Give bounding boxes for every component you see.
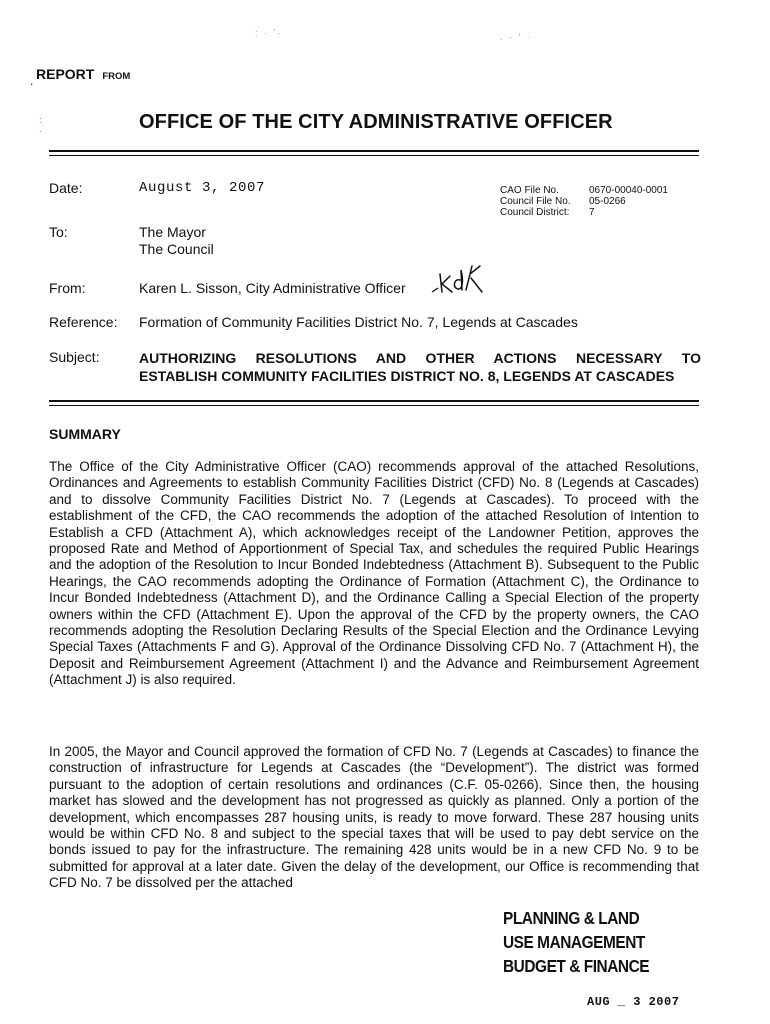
from-label: From: xyxy=(49,280,86,296)
file-info-value: 7 xyxy=(589,207,595,218)
received-stamp xyxy=(503,906,649,978)
reference-label: Reference: xyxy=(49,314,118,330)
scan-speck: : · ʼ· xyxy=(255,28,283,38)
meta-divider-thin xyxy=(49,405,699,406)
to-line-mayor: The Mayor xyxy=(139,224,206,240)
file-info-value: 05-0266 xyxy=(589,196,626,207)
date-value: August 3, 2007 xyxy=(139,180,266,196)
from-label-small: FROM xyxy=(102,71,131,82)
margin-mark: : . xyxy=(39,115,42,134)
file-info-row xyxy=(500,185,668,196)
file-info-label: Council File No. xyxy=(500,196,571,207)
file-info-label: CAO File No. xyxy=(500,185,559,196)
summary-heading: SUMMARY xyxy=(49,426,121,442)
report-label: REPORT xyxy=(36,66,95,82)
reference-value: Formation of Community Facilities District No. 7, Legends at Cascades xyxy=(139,314,578,330)
summary-paragraph: In 2005, the Mayor and Council approved the formation of CFD No. 7 (Legends at Cascades) to finance the construction of infrastructure for Legends at Cascades (the “Development”). The district was formed pursuant to the adoption of certain resolutions and ordinances (C.F. 05-0266). Since then, the housing market has slowed and the development has not progressed as quickly as planned. Only a portion of the development, which encompasses 287 housing units, is ready to move forward. These 287 housing units would be within CFD No. 8 and subject to the special taxes that will be used to pay debt service on the bonds issued to pay for the infrastructure. The remaining 428 units would be in a new CFD No. 9 to be submitted for approval at a later date. Given the delay of the development, our Office is recommending that CFD No. 7 be dissolved per the attached xyxy=(49,744,699,891)
office-title: OFFICE OF THE CITY ADMINISTRATIVE OFFICER xyxy=(139,111,613,133)
to-line-council: The Council xyxy=(139,241,214,257)
file-info-block xyxy=(500,185,668,218)
file-info-row xyxy=(500,196,668,207)
subject-text xyxy=(139,349,701,385)
handwritten-initials-signature xyxy=(428,262,490,298)
subject-line: AUTHORIZING RESOLUTIONS AND OTHER ACTIONS NECESSARY TO xyxy=(139,350,701,366)
to-label: To: xyxy=(49,224,68,240)
subject-line: ESTABLISH COMMUNITY FACILITIES DISTRICT NO. 8, LEGENDS AT CASCADES xyxy=(139,368,675,384)
file-info-value: 0670-00040-0001 xyxy=(589,185,668,196)
stamp-line: USE MANAGEMENT xyxy=(503,932,645,952)
file-info-label: Council District: xyxy=(500,207,570,218)
from-value: Karen L. Sisson, City Administrative Officer xyxy=(139,280,406,296)
file-info-row xyxy=(500,207,668,218)
report-from-heading xyxy=(36,66,130,82)
summary-paragraph: The Office of the City Administrative Officer (CAO) recommends approval of the attached Resolutions, Ordinances and Agreements to establish Community Facilities District (CFD) No. 8 (Legends at Cascades) and to dissolve Community Facilities District No. 7 (Legends at Cascades). To proceed with the establishment of the CFD, the CAO recommends the adoption of the attached Resolution of Intention to Establish a CFD (Attachment A), which acknowledges receipt of the Landowner Petition, approves the proposed Rate and Method of Apportionment of Special Tax, and schedules the required Public Hearings and the adoption of the Resolution to Incur Bonded Indebtedness (Attachment B). Subsequent to the Public Hearings, the CAO recommends adopting the Ordinance of Formation (Attachment C), the Ordinance to Incur Bonded Indebtedness (Attachment D), and the Ordinance Calling a Special Election of the property owners within the CFD (Attachment E). Upon the approval of the CFD by the property owners, the CAO recommends adopting the Resolution Declaring Results of the Special Election and the Ordinance Levying Special Taxes (Attachments F and G). Approval of the Ordinance Dissolving CFD No. 7 (Attachment H), the Deposit and Reimbursement Agreement (Attachment I) and the Advance and Reimbursement Agreement (Attachment J) is also required. xyxy=(49,459,699,688)
date-label: Date: xyxy=(49,180,83,196)
scan-speck: . · ′ · xyxy=(500,32,532,42)
stamp-date: AUG _ 3 2007 xyxy=(587,995,680,1009)
meta-divider xyxy=(49,400,699,402)
stamp-line: BUDGET & FINANCE xyxy=(503,956,650,976)
header-divider-thin xyxy=(49,155,699,156)
header-divider xyxy=(49,150,699,152)
stamp-line: PLANNING & LAND xyxy=(503,908,640,928)
scan-dot: . xyxy=(30,74,34,88)
subject-label: Subject: xyxy=(49,349,100,365)
